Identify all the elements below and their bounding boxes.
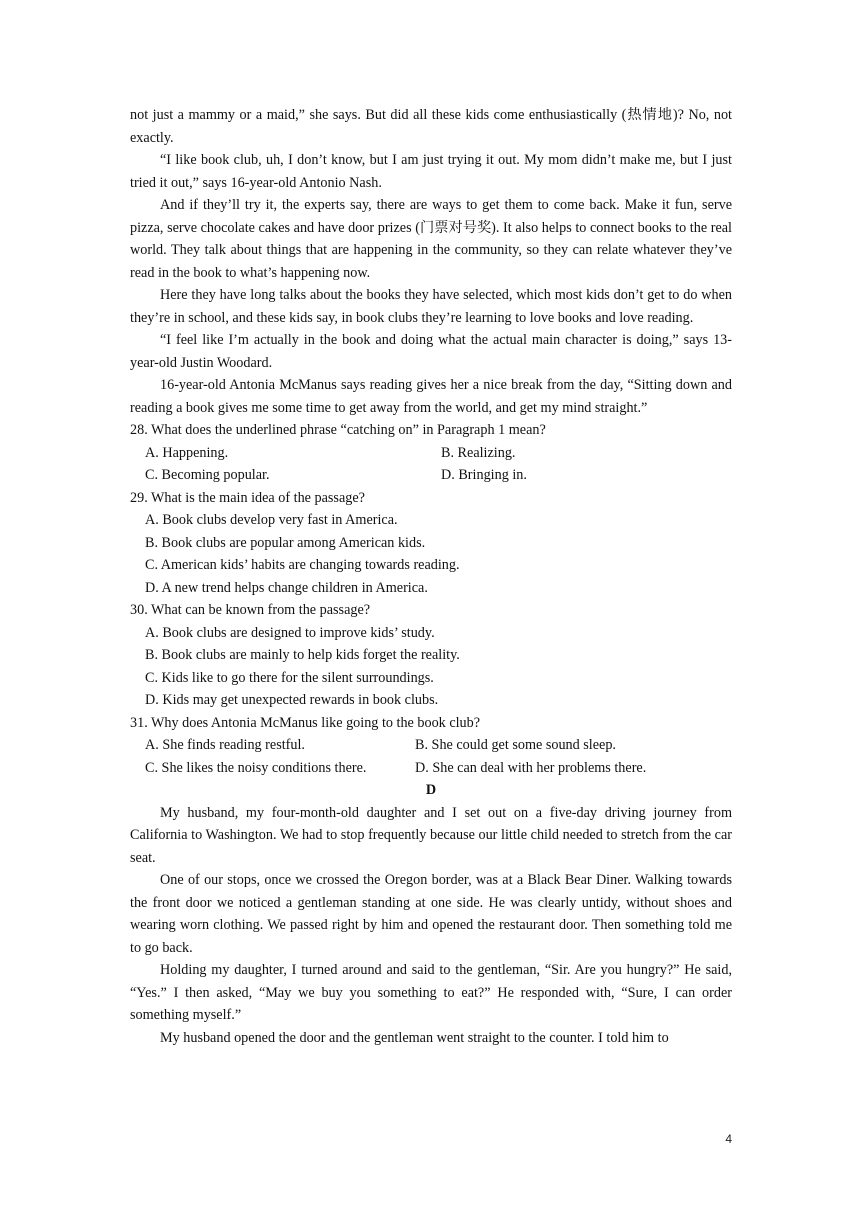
- option-c: C. She likes the noisy conditions there.: [145, 759, 367, 776]
- option-d: D. A new trend helps change children in America.: [145, 579, 428, 596]
- paragraph: Holding my daughter, I turned around and said to the gentleman, “Sir. Are you hungry?” He said, “Yes.” I then asked, “May we buy you something to eat?” He responded with, “Sure, I can order something myself.”: [130, 962, 732, 1023]
- option-c: C. Becoming popular.: [145, 467, 270, 483]
- option-b: B. She could get some sound sleep.: [415, 737, 616, 753]
- question-stem: 31. Why does Antonia McManus like going to the book club?: [130, 714, 481, 731]
- question-30: [130, 599, 732, 712]
- option-a: A. Book clubs develop very fast in America.: [145, 512, 398, 528]
- options-grid: [130, 442, 732, 487]
- section-heading: D: [425, 782, 437, 798]
- options-grid: [130, 734, 732, 779]
- paragraph: And if they’ll try it, the experts say, there are ways to get them to come back. Make it fun, serve pizza, serve chocolate cakes and have door prizes (门票对号奖). It also helps to connect books to the real world. They talk about things that are happening in the community, so they can relate whatever they’ve read in the book to what’s happening now.: [130, 197, 732, 281]
- question-29: [130, 487, 732, 600]
- question-stem: 30. What can be known from the passage?: [130, 602, 371, 618]
- document-page: [130, 104, 732, 1049]
- paragraph: not just a mammy or a maid,” she says. But did all these kids come enthusiastically (热情地)? No, not exactly.: [130, 107, 732, 146]
- question-stem: 29. What is the main idea of the passage?: [130, 489, 365, 506]
- option-d: D. Kids may get unexpected rewards in book clubs.: [145, 692, 439, 708]
- option-a: A. Book clubs are designed to improve kids’ study.: [145, 624, 435, 641]
- paragraph: My husband opened the door and the gentleman went straight to the counter. I told him to: [160, 1029, 669, 1046]
- question-31: [130, 712, 732, 780]
- option-b: B. Book clubs are mainly to help kids forget the reality.: [145, 647, 460, 663]
- paragraph: My husband, my four-month-old daughter and I set out on a five-day driving journey from California to Washington. We had to stop frequently because our little child needed to stretch from the car seat.: [130, 804, 732, 866]
- option-a: A. Happening.: [145, 444, 229, 461]
- option-c: C. American kids’ habits are changing towards reading.: [145, 557, 460, 573]
- option-d: D. She can deal with her problems there.: [415, 759, 647, 776]
- passage-c-continued: [130, 104, 732, 419]
- passage-d: [130, 802, 732, 1050]
- paragraph: 16-year-old Antonia McManus says reading gives her a nice break from the day, “Sitting down and reading a book gives me some time to get away from the world, and get my mind straight.”: [130, 377, 732, 416]
- option-d: D. Bringing in.: [441, 467, 527, 483]
- paragraph: “I like book club, uh, I don’t know, but I am just trying it out. My mom didn’t make me, but I just tried it out,” says 16-year-old Antonio Nash.: [130, 152, 732, 191]
- option-b: B. Realizing.: [441, 444, 516, 461]
- option-c: C. Kids like to go there for the silent surroundings.: [145, 669, 434, 686]
- option-b: B. Book clubs are popular among American kids.: [145, 534, 426, 551]
- question-28: [130, 419, 732, 487]
- paragraph: One of our stops, once we crossed the Oregon border, was at a Black Bear Diner. Walking towards the front door we noticed a gentleman standing at one side. He was clearly untidy, without shoes and wearing worn clothing. We passed right by him and opened the restaurant door. Then something told me to go back.: [130, 872, 732, 956]
- page-number: 4: [725, 1132, 732, 1146]
- paragraph: “I feel like I’m actually in the book and doing what the actual main character is doing,” says 13-year-old Justin Woodard.: [130, 332, 732, 371]
- question-stem: 28. What does the underlined phrase “catching on” in Paragraph 1 mean?: [130, 422, 546, 438]
- paragraph: Here they have long talks about the books they have selected, which most kids don’t get to do when they’re in school, and these kids say, in book clubs they’re learning to love books and love reading.: [130, 287, 732, 326]
- option-a: A. She finds reading restful.: [145, 737, 305, 753]
